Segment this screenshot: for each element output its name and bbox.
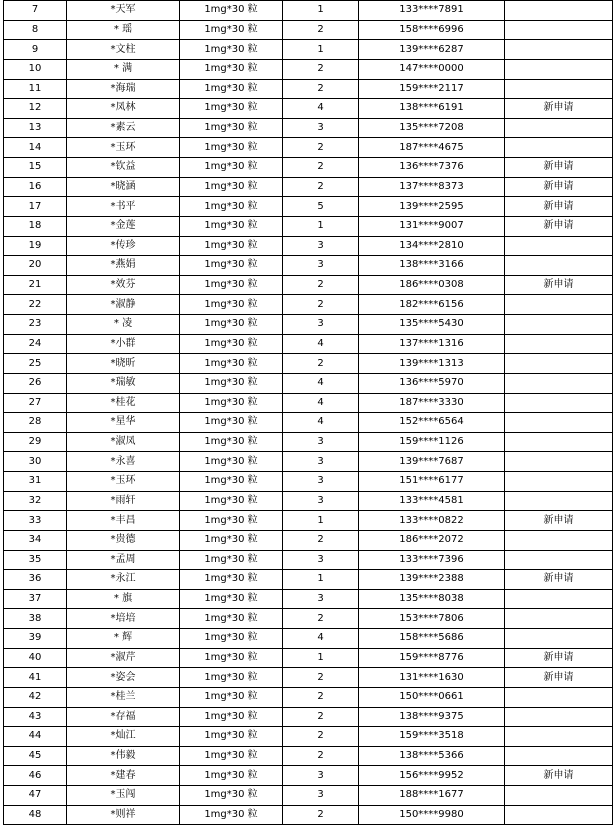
table-row [4,158,613,178]
quantity-cell: 2 [283,668,359,688]
table-row [4,766,613,786]
applicant-name-cell: *效芬 [67,275,180,295]
quantity-cell: 1 [283,1,359,21]
table-row [4,589,613,609]
phone-number-cell: 186****2072 [359,530,505,550]
drug-spec-cell: 1mg*30 粒 [180,413,283,433]
drug-spec-cell: 1mg*30 粒 [180,216,283,236]
table-row [4,786,613,806]
quantity-cell: 2 [283,609,359,629]
drug-spec-cell: 1mg*30 粒 [180,40,283,60]
drug-spec-cell: 1mg*30 粒 [180,236,283,256]
applicant-name-cell: *贵德 [67,530,180,550]
quantity-cell: 2 [283,707,359,727]
remark-cell [505,746,613,766]
phone-number-cell: 131****1630 [359,668,505,688]
applicant-name-cell: *灿江 [67,727,180,747]
quantity-cell: 3 [283,256,359,276]
remark-cell [505,786,613,806]
drug-spec-cell: 1mg*30 粒 [180,432,283,452]
table-row [4,472,613,492]
quantity-cell: 4 [283,393,359,413]
table-row [4,570,613,590]
remark-cell [505,373,613,393]
remark-cell [505,79,613,99]
drug-spec-cell: 1mg*30 粒 [180,295,283,315]
applicant-name-cell: * 满 [67,59,180,79]
table-row [4,295,613,315]
applicant-name-cell: *星华 [67,413,180,433]
quantity-cell: 1 [283,648,359,668]
table-row [4,668,613,688]
table-row [4,177,613,197]
phone-number-cell: 151****6177 [359,472,505,492]
phone-number-cell: 159****8776 [359,648,505,668]
drug-spec-cell: 1mg*30 粒 [180,275,283,295]
applicant-name-cell: * 辉 [67,629,180,649]
quantity-cell: 3 [283,786,359,806]
remark-cell: 新申请 [505,668,613,688]
phone-number-cell: 150****9980 [359,805,505,825]
remark-cell [505,491,613,511]
phone-number-cell: 156****9952 [359,766,505,786]
phone-number-cell: 159****2117 [359,79,505,99]
applicant-name-cell: * 瑶 [67,20,180,40]
phone-number-cell: 139****2388 [359,570,505,590]
remark-cell [505,256,613,276]
quantity-cell: 2 [283,727,359,747]
applicant-name-cell: * 凌 [67,315,180,335]
remark-cell [505,354,613,374]
remark-cell: 新申请 [505,511,613,531]
phone-number-cell: 137****1316 [359,334,505,354]
phone-number-cell: 139****6287 [359,40,505,60]
remark-cell: 新申请 [505,648,613,668]
remark-cell [505,40,613,60]
table-row [4,275,613,295]
table-row [4,452,613,472]
applicant-name-cell: *凤林 [67,99,180,119]
remark-cell [505,452,613,472]
quantity-cell: 2 [283,530,359,550]
row-number-cell: 33 [4,511,67,531]
drug-spec-cell: 1mg*30 粒 [180,118,283,138]
phone-number-cell: 139****2595 [359,197,505,217]
applicant-name-cell: *建春 [67,766,180,786]
quantity-cell: 1 [283,511,359,531]
row-number-cell: 37 [4,589,67,609]
remark-cell [505,727,613,747]
applicant-name-cell: *雨轩 [67,491,180,511]
phone-number-cell: 134****2810 [359,236,505,256]
applicant-name-cell: *晓涵 [67,177,180,197]
phone-number-cell: 147****0000 [359,59,505,79]
phone-number-cell: 133****0822 [359,511,505,531]
row-number-cell: 28 [4,413,67,433]
remark-cell: 新申请 [505,197,613,217]
phone-number-cell: 159****1126 [359,432,505,452]
quantity-cell: 2 [283,275,359,295]
row-number-cell: 20 [4,256,67,276]
quantity-cell: 1 [283,216,359,236]
row-number-cell: 11 [4,79,67,99]
drug-spec-cell: 1mg*30 粒 [180,256,283,276]
phone-number-cell: 139****7687 [359,452,505,472]
quantity-cell: 2 [283,805,359,825]
row-number-cell: 41 [4,668,67,688]
drug-spec-cell: 1mg*30 粒 [180,334,283,354]
phone-number-cell: 136****5970 [359,373,505,393]
phone-number-cell: 137****8373 [359,177,505,197]
row-number-cell: 13 [4,118,67,138]
quantity-cell: 2 [283,354,359,374]
remark-cell: 新申请 [505,216,613,236]
remark-cell [505,236,613,256]
drug-spec-cell: 1mg*30 粒 [180,79,283,99]
row-number-cell: 38 [4,609,67,629]
row-number-cell: 7 [4,1,67,21]
phone-number-cell: 135****5430 [359,315,505,335]
quantity-cell: 2 [283,138,359,158]
row-number-cell: 30 [4,452,67,472]
drug-spec-cell: 1mg*30 粒 [180,629,283,649]
row-number-cell: 8 [4,20,67,40]
applicant-name-cell: *素云 [67,118,180,138]
phone-number-cell: 158****5686 [359,629,505,649]
table-row [4,707,613,727]
drug-spec-cell: 1mg*30 粒 [180,609,283,629]
row-number-cell: 40 [4,648,67,668]
applicant-name-cell: *燕娟 [67,256,180,276]
quantity-cell: 1 [283,570,359,590]
drug-spec-cell: 1mg*30 粒 [180,315,283,335]
applicant-name-cell: *钦益 [67,158,180,178]
phone-number-cell: 187****3330 [359,393,505,413]
drug-spec-cell: 1mg*30 粒 [180,59,283,79]
table-row [4,550,613,570]
drug-spec-cell: 1mg*30 粒 [180,668,283,688]
quantity-cell: 3 [283,589,359,609]
table-row [4,138,613,158]
applicant-name-cell: *小群 [67,334,180,354]
phone-number-cell: 150****0661 [359,687,505,707]
drug-spec-cell: 1mg*30 粒 [180,472,283,492]
row-number-cell: 24 [4,334,67,354]
applicant-name-cell: *玉环 [67,138,180,158]
phone-number-cell: 158****6996 [359,20,505,40]
row-number-cell: 45 [4,746,67,766]
table-row [4,118,613,138]
quantity-cell: 3 [283,236,359,256]
quantity-cell: 2 [283,746,359,766]
table-row [4,687,613,707]
drug-spec-cell: 1mg*30 粒 [180,786,283,806]
drug-spec-cell: 1mg*30 粒 [180,648,283,668]
row-number-cell: 21 [4,275,67,295]
quantity-cell: 2 [283,158,359,178]
phone-number-cell: 187****4675 [359,138,505,158]
remark-cell: 新申请 [505,766,613,786]
quantity-cell: 2 [283,59,359,79]
row-number-cell: 48 [4,805,67,825]
applicant-name-cell: *书平 [67,197,180,217]
remark-cell [505,530,613,550]
applicant-name-cell: *伟毅 [67,746,180,766]
row-number-cell: 44 [4,727,67,747]
remark-cell [505,334,613,354]
table-row [4,1,613,21]
applicant-name-cell: *玉闯 [67,786,180,806]
applicant-name-cell: *永喜 [67,452,180,472]
table-row [4,256,613,276]
row-number-cell: 46 [4,766,67,786]
applicant-name-cell: *存福 [67,707,180,727]
drug-spec-cell: 1mg*30 粒 [180,354,283,374]
row-number-cell: 31 [4,472,67,492]
remark-cell [505,1,613,21]
quantity-cell: 3 [283,766,359,786]
row-number-cell: 17 [4,197,67,217]
quantity-cell: 3 [283,452,359,472]
applicant-name-cell: *丰昌 [67,511,180,531]
applicant-name-cell: * 旗 [67,589,180,609]
table-row [4,530,613,550]
quantity-cell: 3 [283,472,359,492]
applicant-name-cell: *淑芹 [67,648,180,668]
phone-number-cell: 133****7891 [359,1,505,21]
quantity-cell: 1 [283,40,359,60]
quantity-cell: 2 [283,20,359,40]
table-row [4,511,613,531]
quantity-cell: 4 [283,629,359,649]
applicant-table-sheet [3,0,613,825]
applicant-name-cell: *桂兰 [67,687,180,707]
phone-number-cell: 139****1313 [359,354,505,374]
row-number-cell: 29 [4,432,67,452]
phone-number-cell: 133****7396 [359,550,505,570]
row-number-cell: 47 [4,786,67,806]
drug-spec-cell: 1mg*30 粒 [180,530,283,550]
row-number-cell: 10 [4,59,67,79]
drug-spec-cell: 1mg*30 粒 [180,138,283,158]
drug-spec-cell: 1mg*30 粒 [180,1,283,21]
phone-number-cell: 135****7208 [359,118,505,138]
table-row [4,746,613,766]
table-row [4,334,613,354]
remark-cell [505,413,613,433]
applicant-name-cell: *金莲 [67,216,180,236]
applicant-name-cell: *孟周 [67,550,180,570]
row-number-cell: 26 [4,373,67,393]
phone-number-cell: 138****5366 [359,746,505,766]
remark-cell: 新申请 [505,99,613,119]
remark-cell [505,59,613,79]
phone-number-cell: 188****1677 [359,786,505,806]
quantity-cell: 3 [283,550,359,570]
drug-spec-cell: 1mg*30 粒 [180,177,283,197]
applicant-name-cell: *桂花 [67,393,180,413]
drug-spec-cell: 1mg*30 粒 [180,687,283,707]
table-body [4,1,613,825]
quantity-cell: 2 [283,79,359,99]
applicant-table [3,0,613,825]
drug-spec-cell: 1mg*30 粒 [180,707,283,727]
table-row [4,609,613,629]
quantity-cell: 2 [283,295,359,315]
phone-number-cell: 131****9007 [359,216,505,236]
row-number-cell: 36 [4,570,67,590]
row-number-cell: 23 [4,315,67,335]
row-number-cell: 14 [4,138,67,158]
applicant-name-cell: *瑞敏 [67,373,180,393]
row-number-cell: 39 [4,629,67,649]
applicant-name-cell: *姿会 [67,668,180,688]
remark-cell [505,687,613,707]
quantity-cell: 2 [283,177,359,197]
drug-spec-cell: 1mg*30 粒 [180,550,283,570]
phone-number-cell: 153****7806 [359,609,505,629]
remark-cell [505,393,613,413]
applicant-name-cell: *淑静 [67,295,180,315]
drug-spec-cell: 1mg*30 粒 [180,20,283,40]
drug-spec-cell: 1mg*30 粒 [180,746,283,766]
remark-cell: 新申请 [505,158,613,178]
applicant-name-cell: *传珍 [67,236,180,256]
row-number-cell: 18 [4,216,67,236]
table-row [4,648,613,668]
row-number-cell: 42 [4,687,67,707]
row-number-cell: 22 [4,295,67,315]
phone-number-cell: 133****4581 [359,491,505,511]
phone-number-cell: 138****3166 [359,256,505,276]
drug-spec-cell: 1mg*30 粒 [180,373,283,393]
remark-cell [505,609,613,629]
table-row [4,354,613,374]
row-number-cell: 25 [4,354,67,374]
applicant-name-cell: *培培 [67,609,180,629]
remark-cell [505,20,613,40]
phone-number-cell: 159****3518 [359,727,505,747]
table-row [4,20,613,40]
quantity-cell: 2 [283,687,359,707]
drug-spec-cell: 1mg*30 粒 [180,452,283,472]
table-row [4,197,613,217]
drug-spec-cell: 1mg*30 粒 [180,197,283,217]
table-row [4,99,613,119]
remark-cell [505,707,613,727]
table-row [4,315,613,335]
table-row [4,373,613,393]
row-number-cell: 43 [4,707,67,727]
drug-spec-cell: 1mg*30 粒 [180,805,283,825]
drug-spec-cell: 1mg*30 粒 [180,99,283,119]
remark-cell [505,805,613,825]
remark-cell [505,432,613,452]
row-number-cell: 35 [4,550,67,570]
applicant-name-cell: *晓昕 [67,354,180,374]
quantity-cell: 3 [283,432,359,452]
phone-number-cell: 135****8038 [359,589,505,609]
applicant-name-cell: *文柱 [67,40,180,60]
row-number-cell: 9 [4,40,67,60]
remark-cell: 新申请 [505,275,613,295]
row-number-cell: 32 [4,491,67,511]
row-number-cell: 15 [4,158,67,178]
drug-spec-cell: 1mg*30 粒 [180,491,283,511]
table-row [4,40,613,60]
remark-cell: 新申请 [505,570,613,590]
table-row [4,236,613,256]
remark-cell [505,589,613,609]
quantity-cell: 4 [283,413,359,433]
table-row [4,629,613,649]
drug-spec-cell: 1mg*30 粒 [180,158,283,178]
remark-cell [505,472,613,492]
drug-spec-cell: 1mg*30 粒 [180,570,283,590]
drug-spec-cell: 1mg*30 粒 [180,511,283,531]
applicant-name-cell: *天军 [67,1,180,21]
applicant-name-cell: *永江 [67,570,180,590]
row-number-cell: 34 [4,530,67,550]
drug-spec-cell: 1mg*30 粒 [180,393,283,413]
applicant-name-cell: *淑凤 [67,432,180,452]
table-row [4,432,613,452]
quantity-cell: 4 [283,373,359,393]
row-number-cell: 27 [4,393,67,413]
quantity-cell: 4 [283,99,359,119]
remark-cell [505,629,613,649]
table-row [4,413,613,433]
applicant-name-cell: *海瑞 [67,79,180,99]
table-row [4,393,613,413]
applicant-name-cell: *则祥 [67,805,180,825]
remark-cell [505,550,613,570]
row-number-cell: 12 [4,99,67,119]
phone-number-cell: 182****6156 [359,295,505,315]
phone-number-cell: 138****6191 [359,99,505,119]
row-number-cell: 16 [4,177,67,197]
remark-cell [505,315,613,335]
remark-cell [505,118,613,138]
phone-number-cell: 186****0308 [359,275,505,295]
quantity-cell: 5 [283,197,359,217]
row-number-cell: 19 [4,236,67,256]
table-row [4,805,613,825]
drug-spec-cell: 1mg*30 粒 [180,727,283,747]
table-row [4,727,613,747]
phone-number-cell: 136****7376 [359,158,505,178]
phone-number-cell: 138****9375 [359,707,505,727]
phone-number-cell: 152****6564 [359,413,505,433]
remark-cell [505,295,613,315]
quantity-cell: 3 [283,315,359,335]
remark-cell: 新申请 [505,177,613,197]
applicant-name-cell: *玉环 [67,472,180,492]
table-row [4,216,613,236]
table-row [4,491,613,511]
remark-cell [505,138,613,158]
quantity-cell: 3 [283,118,359,138]
quantity-cell: 3 [283,491,359,511]
quantity-cell: 4 [283,334,359,354]
table-row [4,59,613,79]
drug-spec-cell: 1mg*30 粒 [180,589,283,609]
table-row [4,79,613,99]
drug-spec-cell: 1mg*30 粒 [180,766,283,786]
